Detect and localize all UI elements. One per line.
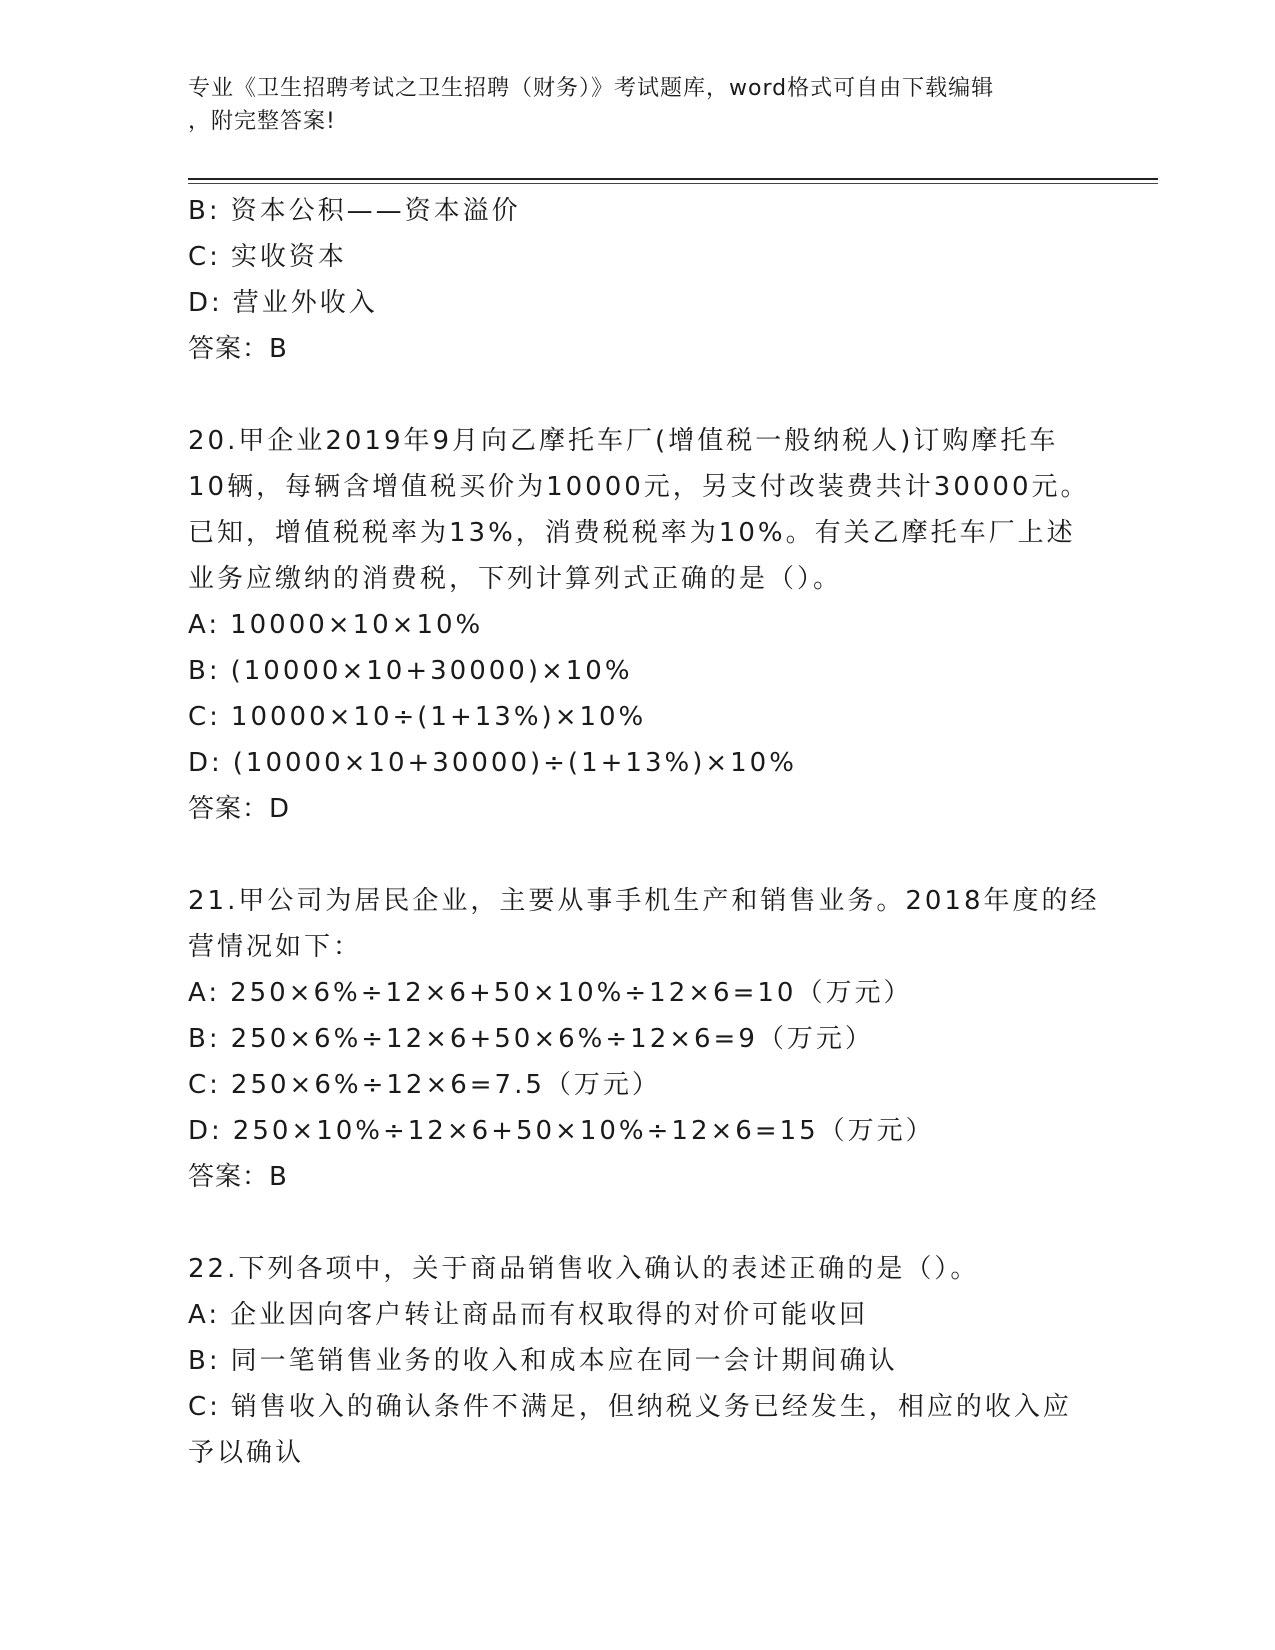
prev-question	[188, 188, 1088, 372]
question-20	[188, 418, 1088, 832]
option-c-continuation: 予以确认	[188, 1438, 305, 1468]
spacer	[188, 1200, 1088, 1246]
option-b: B: 同一笔销售业务的收入和成本应在同一会计期间确认	[188, 1346, 898, 1376]
option-a: A: 250×6%÷12×6+50×10%÷12×6=10（万元）	[188, 978, 913, 1008]
header-divider-thin	[188, 183, 1158, 184]
option-b: B: (10000×10+30000)×10%	[188, 656, 633, 686]
option-d: D: 250×10%÷12×6+50×10%÷12×6=15（万元）	[188, 1116, 935, 1146]
question-stem-line: 营情况如下：	[188, 932, 363, 962]
option-c: C: 实收资本	[188, 242, 347, 272]
option-d: D: (10000×10+30000)÷(1+13%)×10%	[188, 748, 797, 778]
option-b: B: 250×6%÷12×6+50×6%÷12×6=9（万元）	[188, 1024, 874, 1054]
option-a: A: 10000×10×10%	[188, 610, 484, 640]
option-a: A: 企业因向客户转让商品而有权取得的对价可能收回	[188, 1300, 869, 1330]
option-d: D: 营业外收入	[188, 288, 378, 318]
document-header	[188, 72, 1078, 138]
question-stem-line: 22.下列各项中，关于商品销售收入确认的表述正确的是（）。	[188, 1254, 980, 1284]
answer: 答案：B	[188, 1162, 288, 1192]
question-stem-line: 20.甲企业2019年9月向乙摩托车厂(增值税一般纳税人)订购摩托车	[188, 426, 1059, 456]
question-22	[188, 1246, 1088, 1476]
header-divider-thick	[188, 178, 1158, 180]
question-stem-line: 已知，增值税税率为13%，消费税税率为10%。有关乙摩托车厂上述	[188, 518, 1076, 548]
question-stem-line: 21.甲公司为居民企业，主要从事手机生产和销售业务。2018年度的经	[188, 886, 1100, 916]
spacer	[188, 372, 1088, 418]
answer: 答案：B	[188, 334, 288, 364]
question-stem-line: 10辆，每辆含增值税买价为10000元，另支付改装费共计30000元。	[188, 472, 1090, 502]
question-content	[188, 188, 1100, 1476]
header-line-2: ，附完整答案!	[188, 109, 336, 134]
header-line-1: 专业《卫生招聘考试之卫生招聘（财务）》考试题库，word格式可自由下载编辑	[188, 76, 995, 101]
option-b: B: 资本公积——资本溢价	[188, 196, 521, 226]
option-c: C: 10000×10÷(1+13%)×10%	[188, 702, 647, 732]
option-c: C: 销售收入的确认条件不满足，但纳税义务已经发生，相应的收入应	[188, 1392, 1072, 1422]
spacer	[188, 832, 1088, 878]
answer: 答案：D	[188, 794, 291, 824]
option-c: C: 250×6%÷12×6=7.5（万元）	[188, 1070, 661, 1100]
question-stem-line: 业务应缴纳的消费税，下列计算列式正确的是（）。	[188, 564, 843, 594]
question-21	[188, 878, 1100, 1200]
